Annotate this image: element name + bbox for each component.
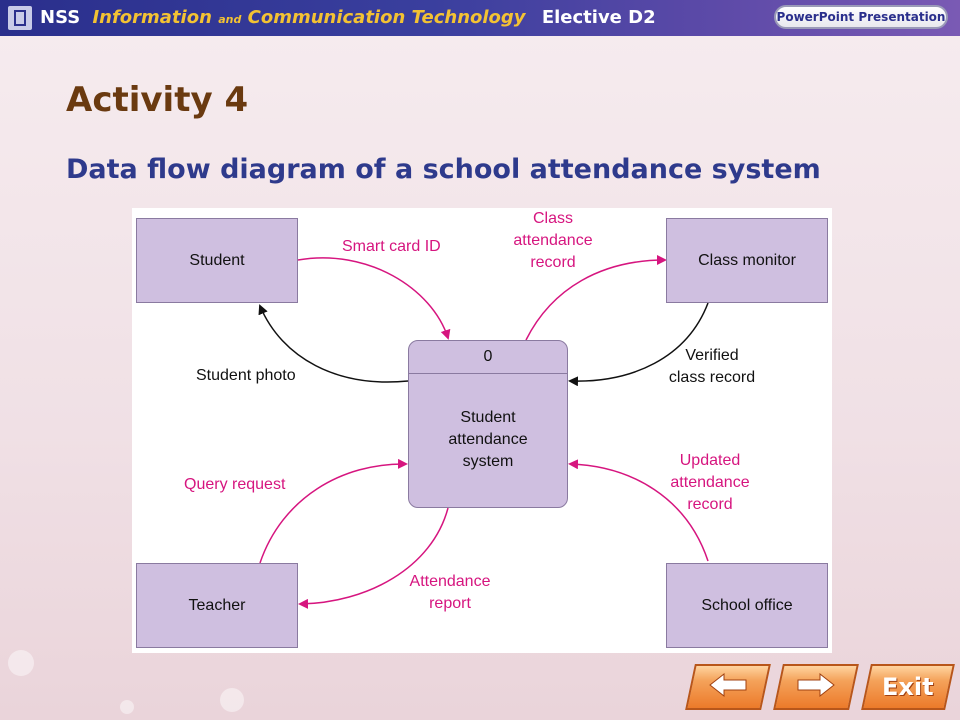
banner-information: Information: [92, 7, 212, 28]
process-id: 0: [409, 341, 567, 374]
page-subtitle: Data flow diagram of a school attendance system: [66, 154, 821, 185]
label-student-photo: Student photo: [196, 367, 296, 384]
label-smart-card-id: Smart card ID: [342, 238, 441, 255]
powerpoint-badge: PowerPoint Presentation: [774, 5, 948, 29]
exit-button[interactable]: [861, 664, 955, 710]
data-flow-diagram: [132, 208, 832, 653]
banner-cit: Communication Technology: [247, 7, 526, 28]
process-name: Student attendance system: [448, 409, 528, 470]
banner-and: and: [218, 13, 242, 26]
banner-elective: Elective D2: [541, 7, 656, 28]
previous-button[interactable]: [685, 664, 771, 710]
decorative-bubble: [220, 688, 244, 712]
banner-title: [40, 7, 656, 29]
label-updated-attendance-record: Updated attendance record: [670, 452, 750, 513]
label-attendance-report: Attendance report: [409, 573, 491, 612]
decorative-bubble: [8, 650, 34, 676]
arrow-smart-card-id: [298, 258, 448, 338]
decorative-bubble: [120, 700, 134, 714]
banner-nss: NSS: [40, 7, 81, 28]
arrow-right-icon: [796, 673, 836, 697]
entity-teacher: Teacher: [136, 563, 298, 648]
top-banner: [0, 0, 960, 36]
label-query-request: Query request: [184, 476, 286, 493]
process-student-attendance-system: [408, 340, 568, 508]
entity-class-monitor: Class monitor: [666, 218, 828, 303]
next-button[interactable]: [773, 664, 859, 710]
exit-label: Exit: [882, 673, 934, 701]
entity-student: Student: [136, 218, 298, 303]
label-verified-class-record: Verified class record: [668, 347, 756, 386]
entity-school-office: School office: [666, 563, 828, 648]
book-logo-icon: [8, 6, 32, 30]
label-class-attendance-record: Class attendance record: [513, 210, 593, 271]
arrow-left-icon: [708, 673, 748, 697]
page-title: Activity 4: [66, 80, 249, 120]
